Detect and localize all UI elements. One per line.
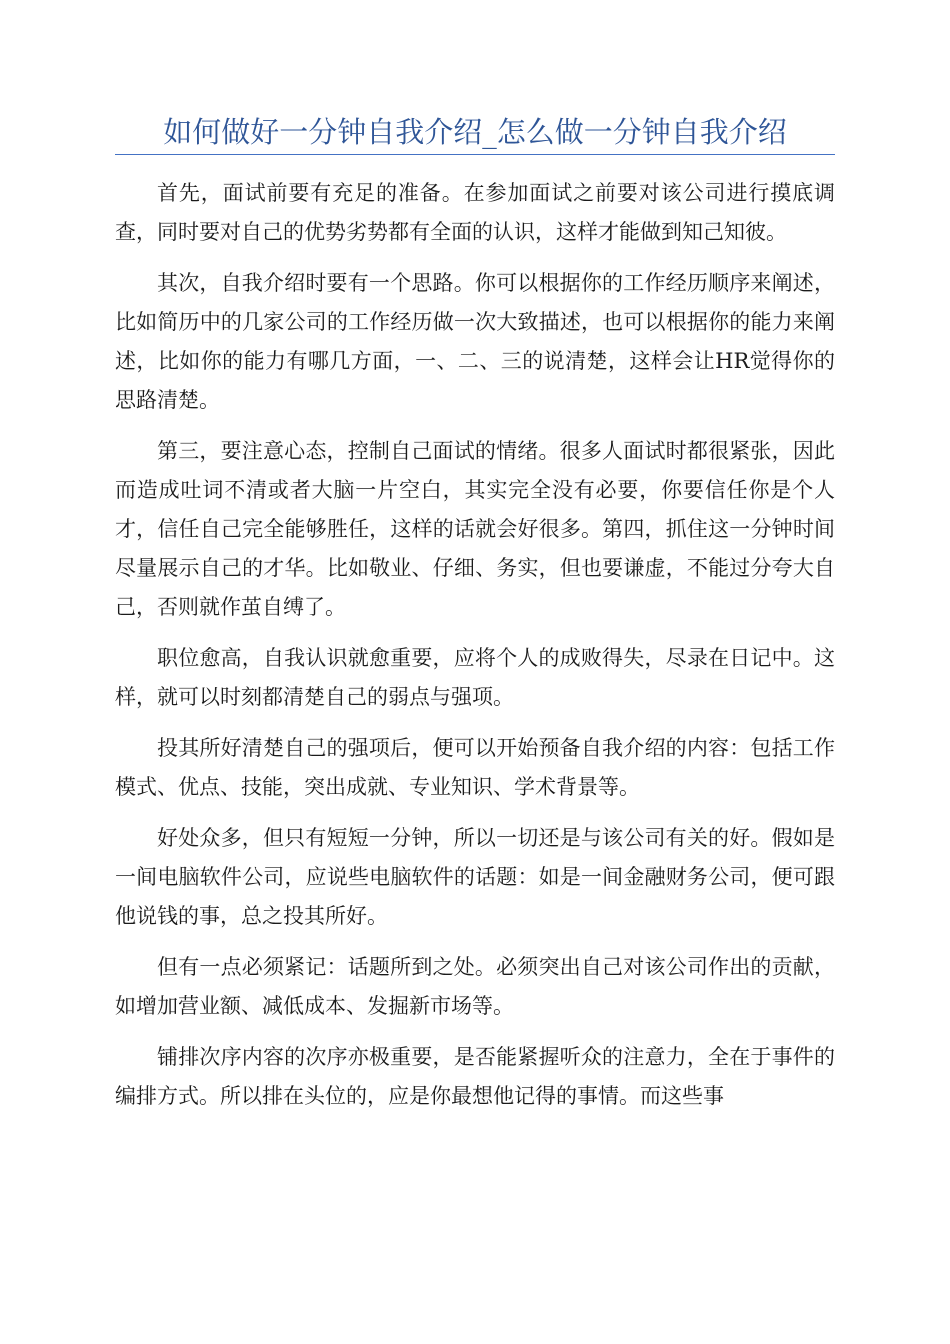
paragraph-structure: 其次，自我介绍时要有一个思路。你可以根据你的工作经历顺序来阐述，比如简历中的几家公司的工作经历做一次大致描述，也可以根据你的能力来阐述，比如你的能力有哪几方面，一、二、三的说清楚，这样会让HR觉得你的思路清楚。 xyxy=(115,271,835,412)
paragraph-relevance: 好处众多，但只有短短一分钟，所以一切还是与该公司有关的好。假如是一间电脑软件公司，应说些电脑软件的话题：如是一间金融财务公司，便可跟他说钱的事，总之投其所好。 xyxy=(115,826,835,928)
document-title: 如何做好一分钟自我介绍_怎么做一分钟自我介绍 xyxy=(163,115,787,149)
paragraph-self-awareness: 职位愈高，自我认识就愈重要，应将个人的成败得失，尽录在日记中。这样，就可以时刻都清楚自己的弱点与强项。 xyxy=(115,646,835,709)
paragraph-ordering: 铺排次序内容的次序亦极重要，是否能紧握听众的注意力，全在于事件的编排方式。所以排在头位的，应是你最想他记得的事情。而这些事 xyxy=(115,1045,835,1108)
paragraph-mindset: 第三，要注意心态，控制自己面试的情绪。很多人面试时都很紧张，因此而造成吐词不清或者大脑一片空白，其实完全没有必要，你要信任你是个人才，信任自己完全能够胜任，这样的话就会好很多。第四，抓住这一分钟时间尽量展示自己的才华。比如敬业、仔细、务实，但也要谦虚，不能过分夸大自己，否则就作茧自缚了。 xyxy=(115,439,835,619)
paragraph-contribution: 但有一点必须紧记：话题所到之处。必须突出自己对该公司作出的贡献，如增加营业额、减低成本、发掘新市场等。 xyxy=(115,955,835,1018)
document-body xyxy=(115,174,835,1128)
paragraph-strengths: 投其所好清楚自己的强项后，便可以开始预备自我介绍的内容：包括工作模式、优点、技能，突出成就、专业知识、学术背景等。 xyxy=(115,736,835,799)
paragraph-preparation: 首先，面试前要有充足的准备。在参加面试之前要对该公司进行摸底调查，同时要对自己的优势劣势都有全面的认识，这样才能做到知己知彼。 xyxy=(115,181,835,244)
title-underline xyxy=(115,154,835,155)
